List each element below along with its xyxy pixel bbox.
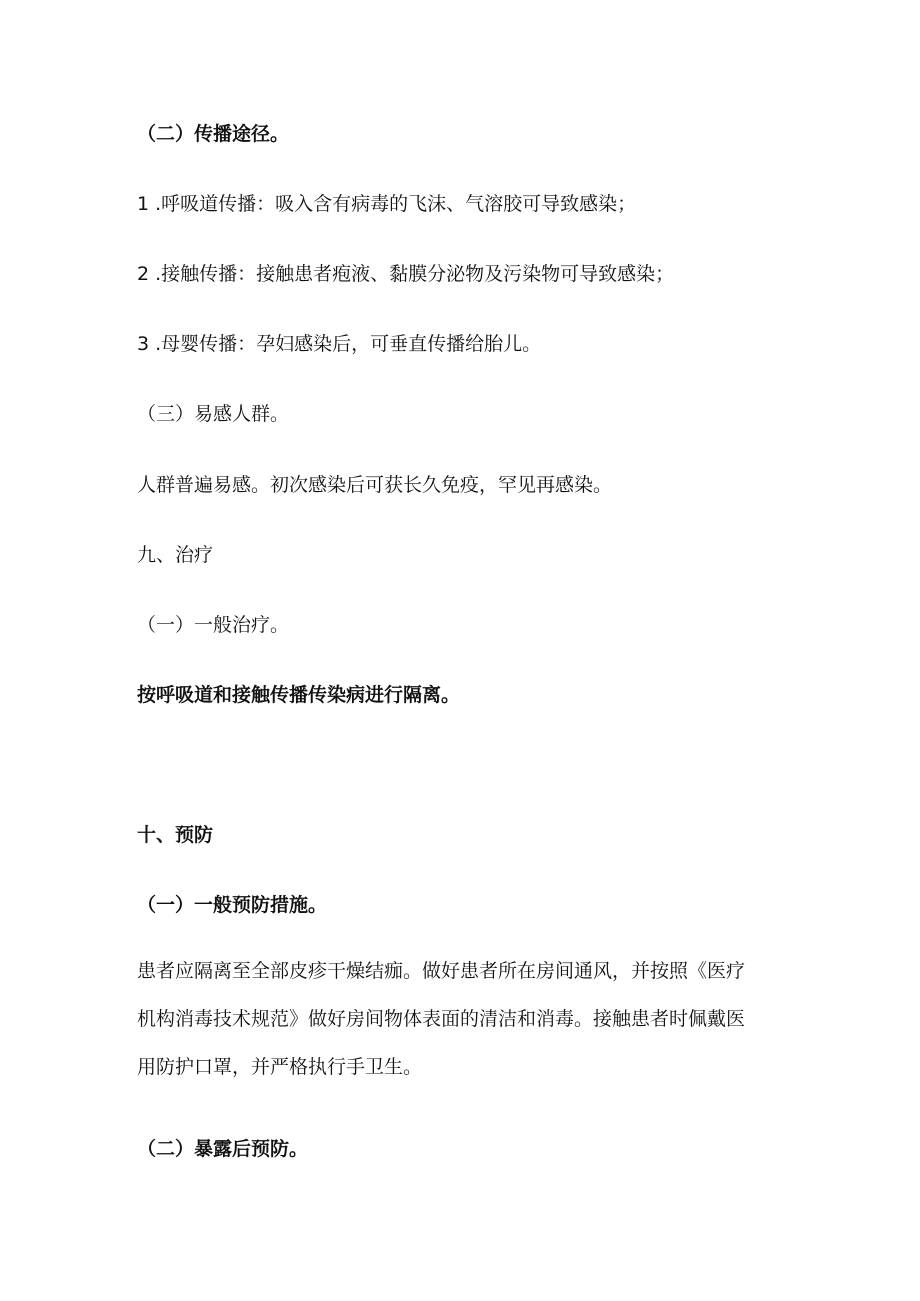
isolation-text: 按呼吸道和接触传播传染病进行隔离。 <box>137 684 461 706</box>
section-heading-general-treatment: （一）一般治疗。 <box>137 614 290 636</box>
susceptible-text: 人群普遍易感。初次感染后可获长久免疫，罕见再感染。 <box>137 474 613 496</box>
paragraph-line: 患者应隔离至全部皮疹干燥结痂。做好患者所在房间通风，并按照《医疗 <box>137 960 746 982</box>
chapter-heading-prevention: 十、预防 <box>137 824 214 846</box>
paragraph-line: 用防护口罩，并严格执行手卫生。 <box>137 1056 423 1078</box>
paragraph-line: 机构消毒技术规范》做好房间物体表面的清洁和消毒。接触患者时佩戴医 <box>137 1008 746 1030</box>
chapter-heading-treatment: 九、治疗 <box>137 544 214 566</box>
list-item-contact: 2 .接触传播：接触患者疱液、黏膜分泌物及污染物可导致感染； <box>137 263 675 285</box>
section-heading-transmission: （二）传播途径。 <box>137 123 290 145</box>
list-item-respiratory: 1 .呼吸道传播：吸入含有病毒的飞沫、气溶胶可导致感染； <box>137 193 637 215</box>
prevention-paragraph <box>137 947 797 1091</box>
list-item-maternal: 3 .母婴传播：孕妇感染后，可垂直传播给胎儿。 <box>137 333 542 355</box>
section-heading-general-prevention: （一）一般预防措施。 <box>137 894 328 916</box>
section-heading-susceptible: （三）易感人群。 <box>137 403 290 425</box>
section-heading-post-exposure: （二）暴露后预防。 <box>137 1138 309 1160</box>
